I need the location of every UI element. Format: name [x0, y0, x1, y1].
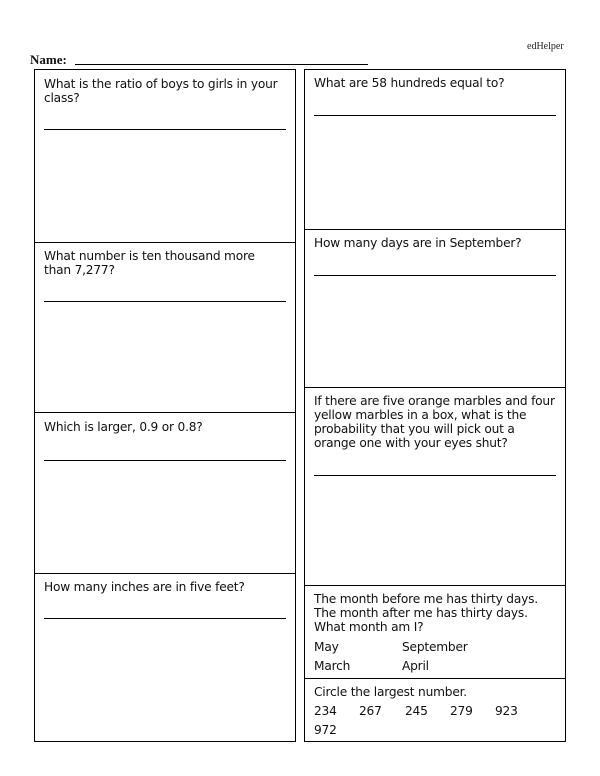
answer-line[interactable]: [44, 129, 286, 130]
name-answer-line[interactable]: [75, 64, 368, 65]
question-text: Circle the largest number.: [314, 685, 467, 699]
number-choice: 279: [450, 704, 473, 718]
number-choice: 972: [314, 723, 337, 737]
question-box: [305, 229, 565, 387]
number-choice: 923: [495, 704, 518, 718]
answer-option: May: [314, 640, 339, 654]
question-box: [35, 242, 295, 412]
question-box: [305, 678, 565, 741]
answer-option: September: [402, 640, 468, 654]
answer-line[interactable]: [314, 275, 556, 276]
left-question-column: [34, 69, 296, 742]
question-text: What are 58 hundreds equal to?: [314, 76, 505, 90]
question-box: [35, 573, 295, 741]
brand-label: edHelper: [527, 41, 564, 52]
number-choice: 267: [359, 704, 382, 718]
number-choice: 234: [314, 704, 337, 718]
question-box: [35, 412, 295, 573]
question-text: How many inches are in five feet?: [44, 580, 245, 594]
answer-line[interactable]: [44, 618, 286, 619]
question-text: If there are five orange marbles and four yellow marbles in a box, what is the probability that you will pick out a orange one with your eyes shut?: [314, 394, 555, 450]
question-box: [35, 70, 295, 242]
question-text: What number is ten thousand more than 7,277?: [44, 249, 255, 277]
name-label: Name:: [30, 52, 67, 67]
answer-line[interactable]: [44, 460, 286, 461]
right-question-column: [304, 69, 566, 742]
question-box: [305, 70, 565, 229]
question-text: How many days are in September?: [314, 236, 522, 250]
answer-option: April: [402, 659, 429, 673]
question-text: What is the ratio of boys to girls in your class?: [44, 77, 278, 105]
question-text: The month before me has thirty days. The month after me has thirty days. What month am I?: [314, 592, 538, 634]
answer-option: March: [314, 659, 351, 673]
number-choice: 245: [405, 704, 428, 718]
question-box: [305, 387, 565, 585]
question-box: [305, 585, 565, 678]
answer-line[interactable]: [44, 301, 286, 302]
answer-line[interactable]: [314, 115, 556, 116]
question-text: Which is larger, 0.9 or 0.8?: [44, 420, 203, 434]
answer-line[interactable]: [314, 475, 556, 476]
